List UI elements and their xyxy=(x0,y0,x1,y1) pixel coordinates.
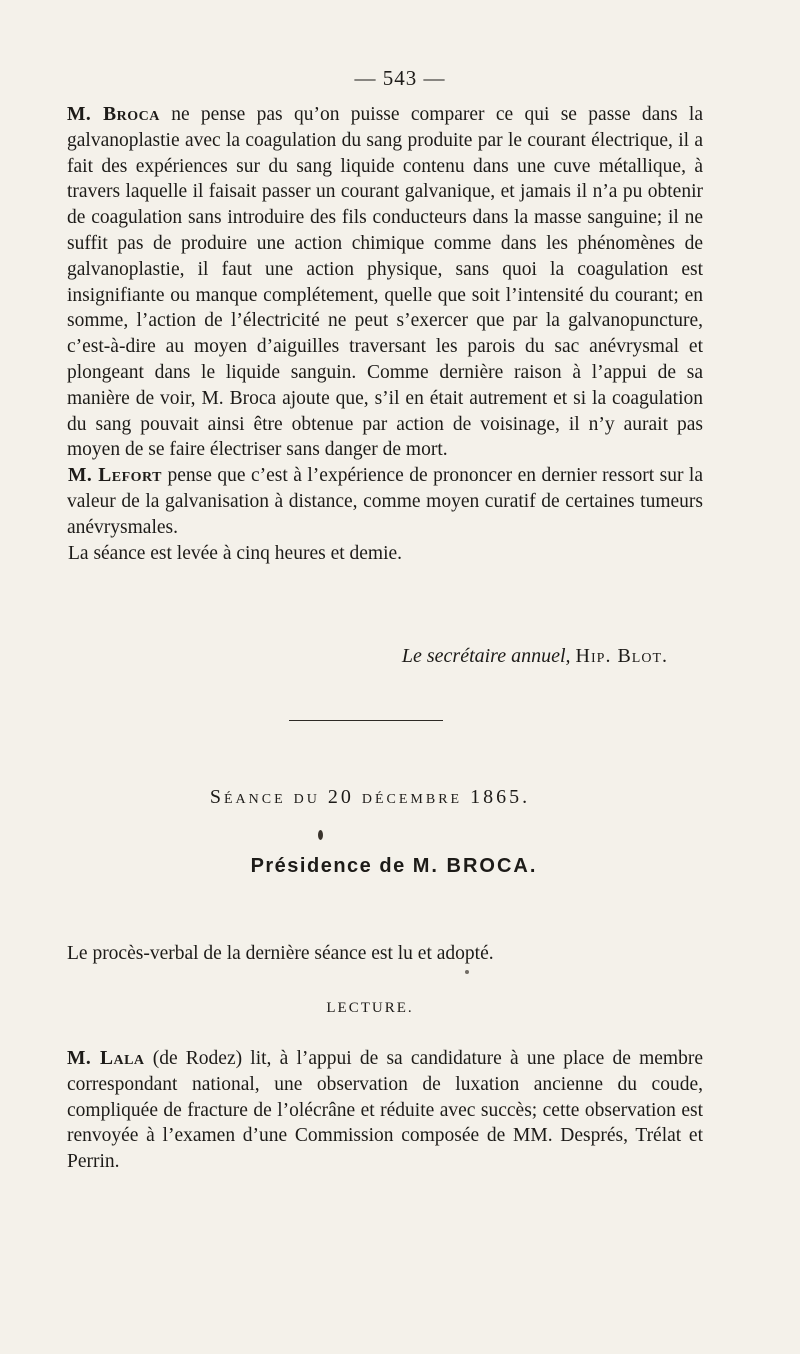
speaker-lala: M. Lala xyxy=(67,1048,145,1069)
lecture-block xyxy=(67,1046,703,1175)
presidence-line xyxy=(0,855,788,878)
lefort-paragraph xyxy=(67,463,703,540)
section-divider xyxy=(289,720,443,721)
session-heading: Séance du 20 décembre 1865. xyxy=(209,786,531,808)
speaker-lefort: M. Lefort xyxy=(68,465,162,487)
discussion-text xyxy=(67,102,703,566)
lecture-title: LECTURE. xyxy=(326,1000,414,1016)
lala-paragraph xyxy=(67,1046,703,1175)
presidence-label: Présidence de xyxy=(250,855,406,877)
broca-text: ne pense pas qu’on puisse comparer ce qui se passe dans la galvanoplastie avec la coagulation du sang produite par le courant électrique, il a fait des expériences sur du sang liquide contenu dans une cuve métallique, à travers laquelle il faisait passer un courant galvanique, et jamais il n’a pu obtenir de coagulation sans introduire des fils conducteurs dans la masse sanguine; il ne suffit pas de produire une action chimique comme dans les phénomènes de galvanoplastie, il faut une action physique, sans quoi la coagulation est insignifiante ou manque complétement, quelle que soit l’intensité du courant; en somme, l’action de l’électricité ne peut s’exercer que par la galvanopuncture, c’est-à-dire au moyen d’aiguilles traversant les parois du sac anévrysmal et plongeant dans le liquide sanguin. Comme dernière raison à l’appui de sa manière de voir, M. Broca ajoute que, s’il en était autrement et si la coagulation du sang pouvait ainsi être obtenue par action de voisinage, il n’y aurait pas moyen de se faire électriser sans danger de mort. xyxy=(67,104,704,461)
signature xyxy=(0,645,668,668)
presidence-name: M. BROCA. xyxy=(412,855,538,877)
page-number: — 543 — xyxy=(354,66,446,90)
lala-text: (de Rodez) lit, à l’appui de sa candidature à une place de membre correspondant national, une observation de luxation ancienne du coude, compliquée de fracture de l’olécrâne et réduite avec succès; cette observation est renvoyée à l’examen d’une Commission composée de MM. Després, Trélat et Perrin. xyxy=(67,1048,703,1173)
ink-mark xyxy=(318,830,323,840)
minutes-text: Le procès-verbal de la dernière séance est lu et adopté. xyxy=(67,943,494,964)
signature-role: Le secrétaire annuel, xyxy=(401,645,571,667)
closing-paragraph: La séance est levée à cinq heures et demie. xyxy=(68,542,403,564)
signature-name: Hip. Blot. xyxy=(575,645,668,667)
ink-speck xyxy=(465,970,469,974)
lefort-text: pense que c’est à l’expérience de prononcer en dernier ressort sur la valeur de la galvanisation à distance, comme moyen curatif de certaines tumeurs anévrysmales. xyxy=(67,465,703,538)
speaker-broca: M. Broca xyxy=(67,104,160,125)
minutes-block xyxy=(67,941,703,967)
broca-paragraph xyxy=(67,102,703,463)
